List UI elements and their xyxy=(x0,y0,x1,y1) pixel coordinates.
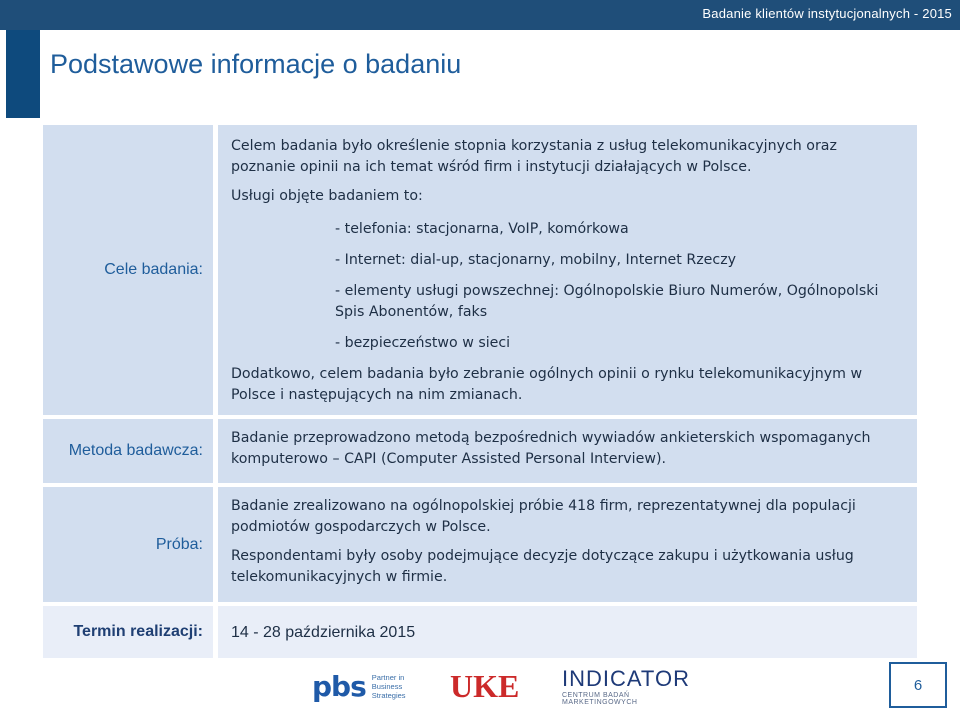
indicator-logo-mark: INDICATOR xyxy=(562,666,690,691)
label-termin xyxy=(43,606,213,658)
cele-line: poznanie opinii na ich temat wśród firm i instytucji działających w Polsce. xyxy=(231,159,752,175)
pbs-logo xyxy=(312,664,406,708)
pbs-logo-tagline: Partner in Business Strategies xyxy=(371,672,406,700)
label-metoda xyxy=(43,419,213,483)
cele-line: - telefonia: stacjonarna, VoIP, komórkowa xyxy=(335,221,629,237)
label-termin-text: Termin realizacji: xyxy=(73,623,203,640)
content-metoda xyxy=(218,419,917,483)
indicator-logo-sub: CENTRUM BADAŃ MARKETINGOWYCH xyxy=(562,692,638,706)
termin-value: 14 - 28 października 2015 xyxy=(231,623,416,641)
label-proba-text: Próba: xyxy=(155,535,203,553)
cele-line: Polsce i następujących na nim zmianach. xyxy=(231,387,523,403)
cele-line: Usługi objęte badaniem to: xyxy=(231,188,423,204)
cele-line: Spis Abonentów, faks xyxy=(335,304,488,320)
label-cele-text: Cele badania: xyxy=(104,261,203,278)
label-proba xyxy=(43,487,213,602)
proba-line: Badanie zrealizowano na ogólnopolskiej próbie 418 firm, reprezentatywnej dla populacji xyxy=(231,498,856,514)
page-number xyxy=(889,662,947,708)
header-bar xyxy=(0,0,960,30)
cele-line: Celem badania było określenie stopnia korzystania z usług telekomunikacyjnych oraz xyxy=(231,138,837,154)
page-title: Podstawowe informacje o badaniu xyxy=(50,49,462,79)
title-bar xyxy=(6,30,954,118)
proba-line: Respondentami były osoby podejmujące decyzje dotyczące zakupu i użytkowania usług xyxy=(231,548,854,564)
cele-line: - Internet: dial-up, stacjonarny, mobilny, Internet Rzeczy xyxy=(335,252,737,268)
cele-line: - elementy usługi powszechnej: Ogólnopolskie Biuro Numerów, Ogólnopolski xyxy=(335,283,879,299)
page-number-value: 6 xyxy=(913,676,923,694)
uke-logo-mark: UKE xyxy=(450,667,520,704)
content-proba xyxy=(218,487,917,602)
label-cele xyxy=(43,125,213,415)
label-metoda-text: Metoda badawcza: xyxy=(68,442,203,459)
uke-logo xyxy=(450,664,519,708)
indicator-logo xyxy=(562,664,700,708)
metoda-line: komputerowo – CAPI (Computer Assisted Personal Interview). xyxy=(231,451,666,467)
footer-logos xyxy=(300,664,700,708)
survey-name: Badanie klientów instytucjonalnych - 2015 xyxy=(702,6,952,21)
cele-line: - bezpieczeństwo w sieci xyxy=(335,335,511,351)
proba-line: telekomunikacyjnych w firmie. xyxy=(231,569,448,585)
pbs-logo-mark: pbs xyxy=(312,669,366,703)
metoda-line: Badanie przeprowadzono metodą bezpośrednich wywiadów ankieterskich wspomaganych xyxy=(231,430,871,446)
proba-line: podmiotów gospodarczych w Polsce. xyxy=(231,519,491,535)
content-cele xyxy=(218,125,917,415)
content-termin xyxy=(218,606,917,658)
cele-line: Dodatkowo, celem badania było zebranie ogólnych opinii o rynku telekomunikacyjnym w xyxy=(231,366,863,382)
